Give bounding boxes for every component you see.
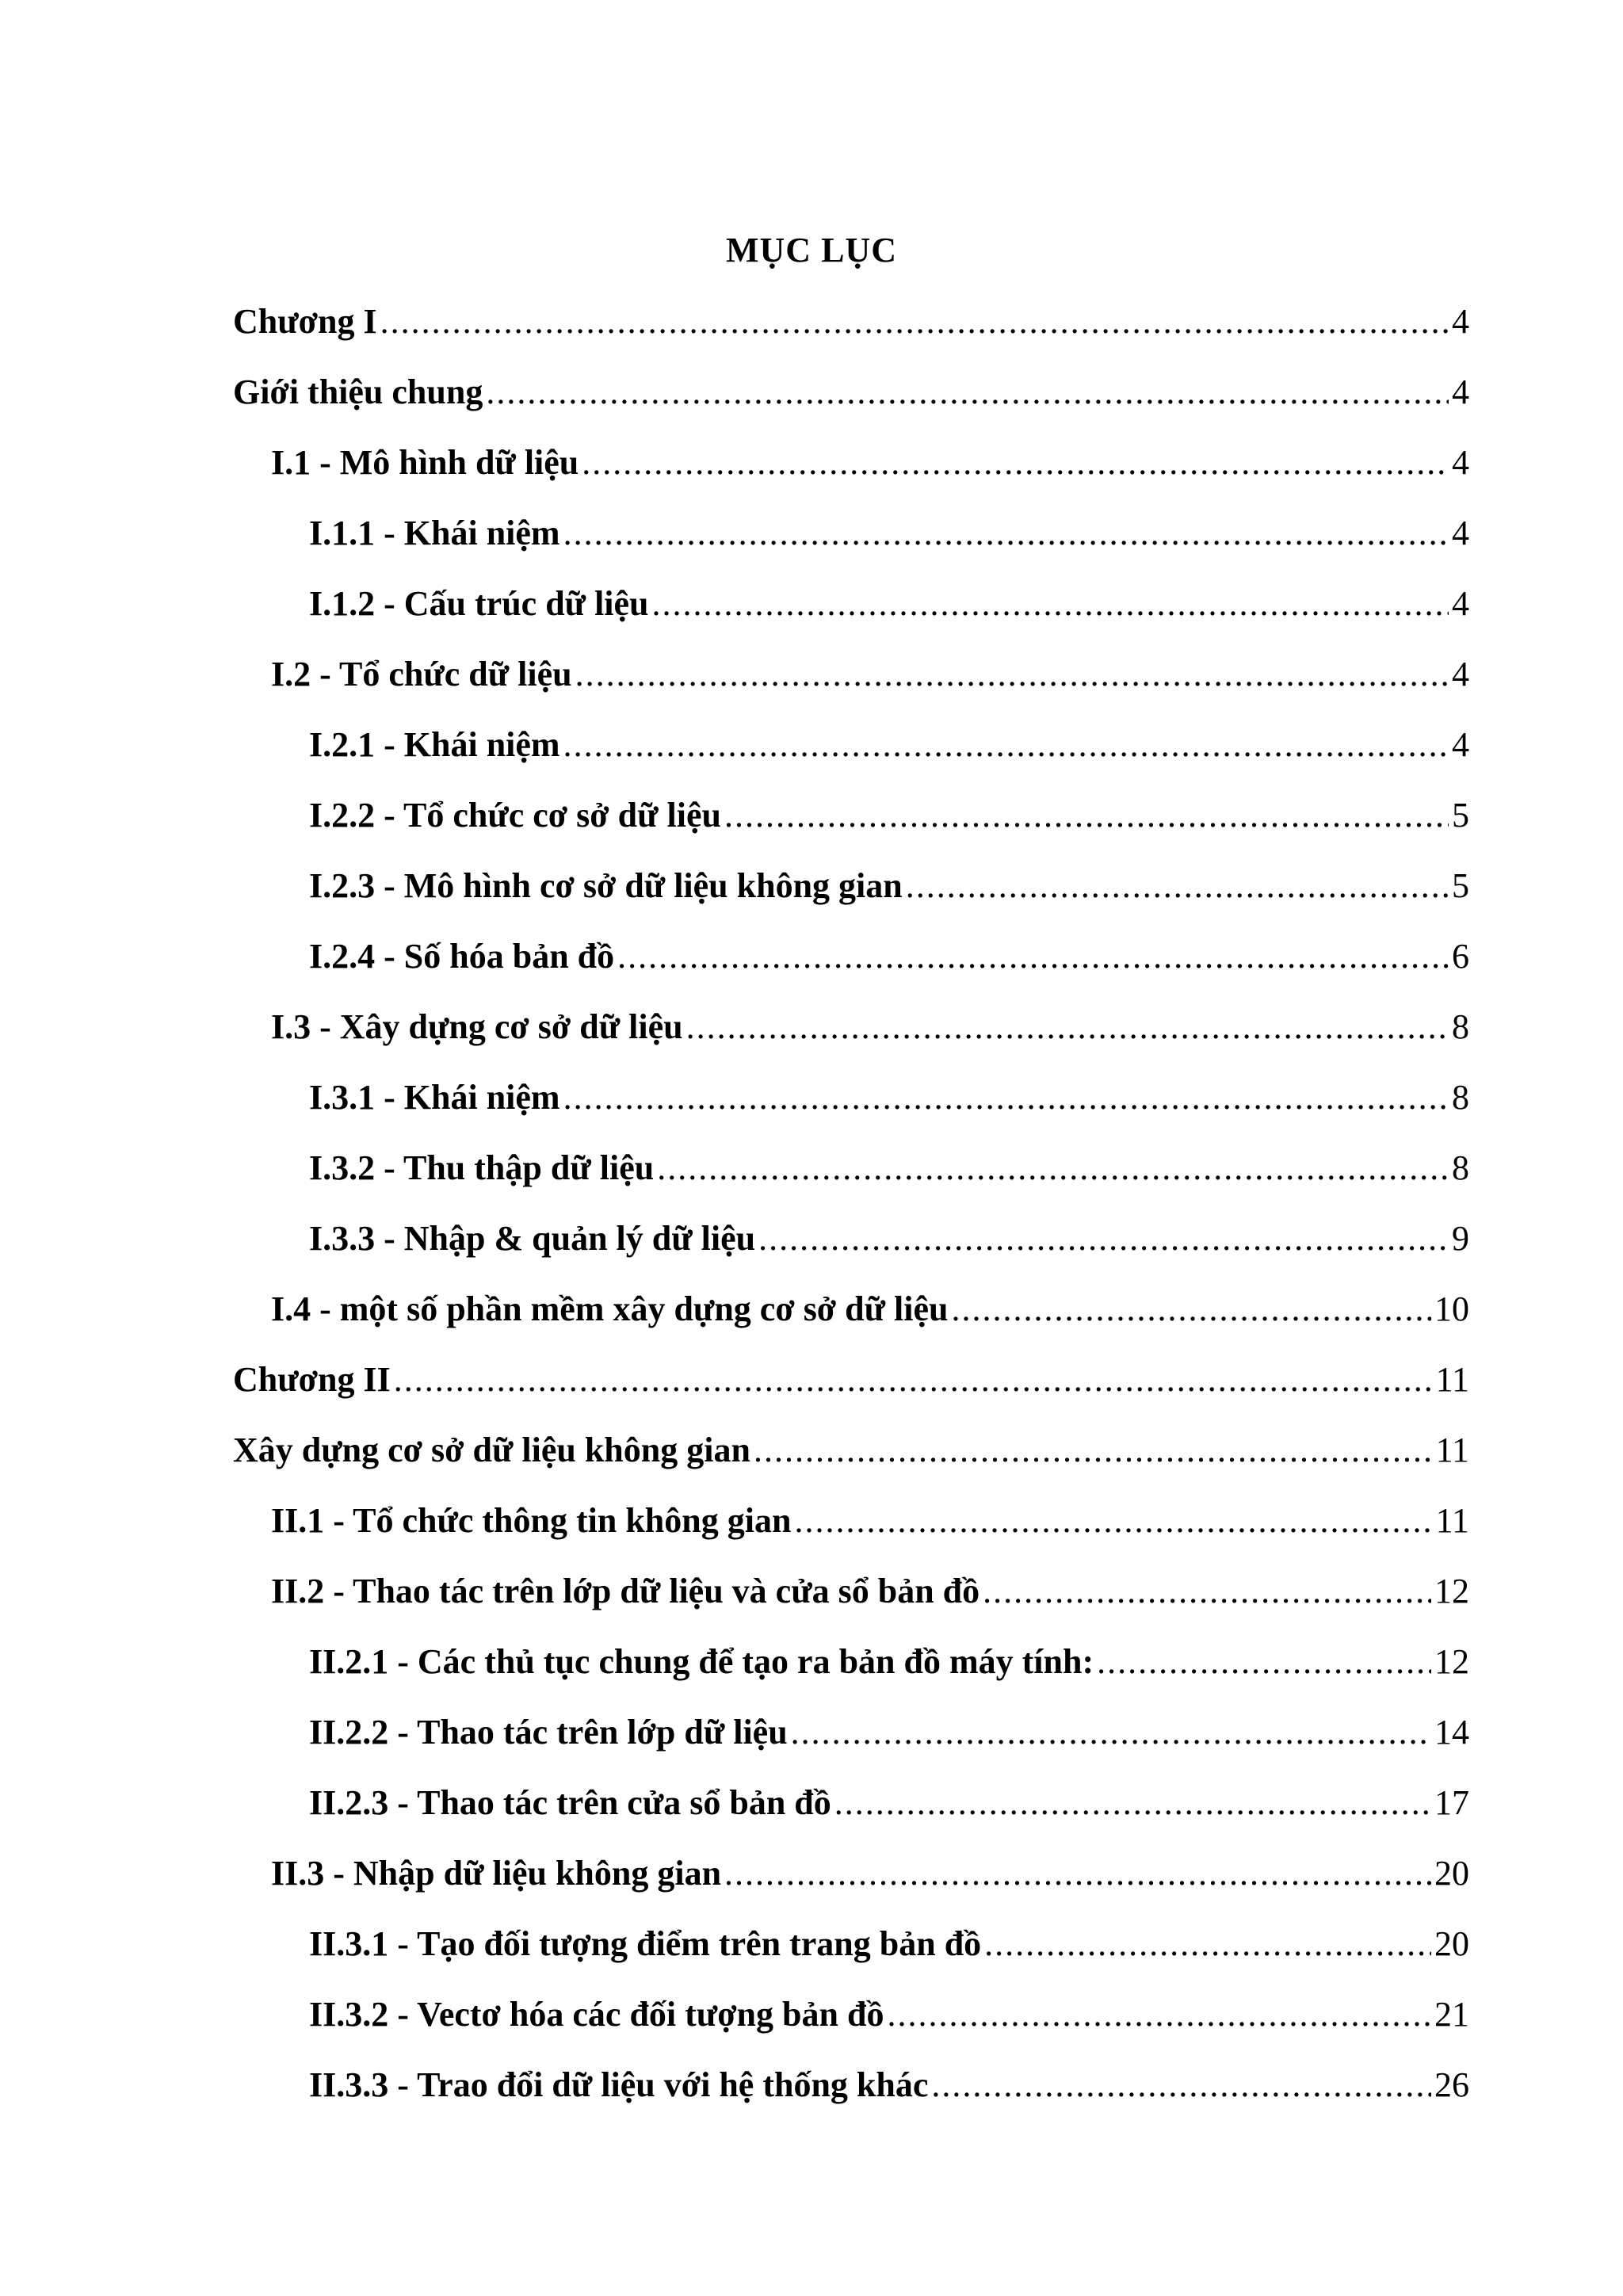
toc-entry-label: I.2 - Tổ chức dữ liệu	[271, 655, 572, 693]
toc-entry-label: I.3.1 - Khái niệm	[309, 1078, 560, 1117]
toc-dot-leader	[394, 1354, 1433, 1405]
toc-entry-label: I.2.4 - Số hóa bản đồ	[309, 937, 615, 976]
toc-dot-leader	[563, 508, 1449, 559]
toc-entry-page-number: 21	[1434, 1995, 1469, 2034]
toc-entry-page-number: 10	[1434, 1289, 1469, 1328]
toc-entry[interactable]	[233, 649, 1469, 720]
toc-entry[interactable]	[233, 1284, 1469, 1354]
toc-entry[interactable]	[233, 1072, 1469, 1143]
toc-entry-label: Chương I	[233, 302, 377, 341]
toc-entry-page-number: 4	[1452, 584, 1469, 623]
toc-entry-label: Xây dựng cơ sở dữ liệu không gian	[233, 1431, 750, 1469]
toc-dot-leader	[794, 1496, 1432, 1546]
table-of-contents	[233, 296, 1469, 2130]
toc-entry-page-number: 4	[1452, 372, 1469, 411]
toc-dot-leader	[984, 1919, 1431, 1969]
toc-entry-page-number: 9	[1452, 1219, 1469, 1258]
toc-entry[interactable]	[233, 1496, 1469, 1566]
toc-entry-page-number: 4	[1452, 725, 1469, 764]
toc-entry-page-number: 12	[1434, 1572, 1469, 1610]
toc-entry[interactable]	[233, 508, 1469, 579]
toc-dot-leader	[983, 1566, 1431, 1617]
toc-dot-leader	[1097, 1637, 1431, 1687]
toc-entry[interactable]	[233, 1566, 1469, 1637]
toc-dot-leader	[834, 1778, 1431, 1828]
toc-entry-page-number: 26	[1434, 2065, 1469, 2104]
toc-entry-label: II.2.3 - Thao tác trên cửa sổ bản đồ	[309, 1783, 831, 1822]
toc-dot-leader	[906, 861, 1449, 911]
toc-entry[interactable]	[233, 1848, 1469, 1919]
toc-entry[interactable]	[233, 2060, 1469, 2130]
toc-entry[interactable]	[233, 1143, 1469, 1213]
toc-dot-leader	[657, 1143, 1449, 1194]
toc-entry-page-number: 20	[1434, 1924, 1469, 1963]
toc-dot-leader	[575, 649, 1449, 700]
toc-entry-label: II.1 - Tổ chức thông tin không gian	[271, 1501, 792, 1540]
toc-dot-leader	[931, 2060, 1431, 2111]
toc-dot-leader	[563, 720, 1449, 770]
toc-entry-label: II.2 - Thao tác trên lớp dữ liệu và cửa sổ bản đồ	[271, 1572, 980, 1610]
toc-entry-label: I.1.2 - Cấu trúc dữ liệu	[309, 584, 649, 623]
toc-entry-page-number: 4	[1452, 514, 1469, 552]
toc-entry-label: II.3.1 - Tạo đối tượng điểm trên trang bản đồ	[309, 1924, 982, 1963]
toc-entry-label: I.3.3 - Nhập & quản lý dữ liệu	[309, 1219, 756, 1258]
toc-entry-page-number: 8	[1452, 1078, 1469, 1117]
toc-entry[interactable]	[233, 579, 1469, 649]
toc-entry-label: Chương II	[233, 1360, 391, 1399]
toc-entry[interactable]	[233, 367, 1469, 437]
toc-entry-page-number: 8	[1452, 1007, 1469, 1046]
toc-entry[interactable]	[233, 1707, 1469, 1778]
toc-entry-label: II.3 - Nhập dữ liệu không gian	[271, 1854, 722, 1893]
toc-entry-page-number: 8	[1452, 1148, 1469, 1187]
toc-entry[interactable]	[233, 1354, 1469, 1425]
toc-entry-label: II.3.3 - Trao đổi dữ liệu với hệ thống khác	[309, 2065, 929, 2104]
toc-entry[interactable]	[233, 1919, 1469, 1989]
toc-entry-page-number: 11	[1435, 1431, 1469, 1469]
toc-entry-page-number: 11	[1435, 1360, 1469, 1399]
toc-entry-label: I.3.2 - Thu thập dữ liệu	[309, 1148, 655, 1187]
toc-dot-leader	[758, 1213, 1449, 1264]
toc-entry-label: I.1.1 - Khái niệm	[309, 514, 560, 552]
toc-dot-leader	[887, 1989, 1431, 2040]
toc-entry[interactable]	[233, 931, 1469, 1002]
toc-dot-leader	[754, 1425, 1433, 1476]
toc-dot-leader	[380, 296, 1449, 347]
toc-entry-label: I.2.3 - Mô hình cơ sở dữ liệu không gian	[309, 866, 903, 905]
toc-entry-page-number: 4	[1452, 443, 1469, 482]
toc-entry[interactable]	[233, 1778, 1469, 1848]
toc-entry-page-number: 4	[1452, 655, 1469, 693]
toc-entry[interactable]	[233, 437, 1469, 508]
toc-entry-page-number: 11	[1435, 1501, 1469, 1540]
toc-dot-leader	[791, 1707, 1431, 1758]
toc-entry[interactable]	[233, 296, 1469, 367]
toc-dot-leader	[617, 931, 1449, 982]
toc-entry-page-number: 5	[1452, 796, 1469, 835]
toc-dot-leader	[582, 437, 1449, 488]
toc-entry[interactable]	[233, 1637, 1469, 1707]
toc-entry-page-number: 20	[1434, 1854, 1469, 1893]
toc-entry[interactable]	[233, 861, 1469, 931]
toc-entry-label: Giới thiệu chung	[233, 372, 483, 411]
toc-entry-page-number: 14	[1434, 1713, 1469, 1752]
toc-dot-leader	[686, 1002, 1449, 1052]
toc-entry-label: II.2.1 - Các thủ tục chung để tạo ra bản đồ máy tính:	[309, 1642, 1094, 1681]
toc-entry[interactable]	[233, 1425, 1469, 1496]
toc-entry-label: II.3.2 - Vectơ hóa các đối tượng bản đồ	[309, 1995, 884, 2034]
toc-entry-page-number: 5	[1452, 866, 1469, 905]
toc-entry-page-number: 17	[1434, 1783, 1469, 1822]
toc-entry-label: II.2.2 - Thao tác trên lớp dữ liệu	[309, 1713, 788, 1752]
toc-entry[interactable]	[233, 790, 1469, 861]
toc-dot-leader	[724, 1848, 1431, 1899]
toc-entry[interactable]	[233, 1989, 1469, 2060]
toc-dot-leader	[724, 790, 1449, 841]
toc-entry[interactable]	[233, 1002, 1469, 1072]
toc-entry-page-number: 12	[1434, 1642, 1469, 1681]
toc-dot-leader	[952, 1284, 1432, 1335]
toc-entry[interactable]	[233, 1213, 1469, 1284]
toc-entry-page-number: 4	[1452, 302, 1469, 341]
toc-dot-leader	[563, 1072, 1449, 1123]
toc-entry[interactable]	[233, 720, 1469, 790]
toc-dot-leader	[486, 367, 1449, 418]
toc-entry-page-number: 6	[1452, 937, 1469, 976]
toc-entry-label: I.2.2 - Tổ chức cơ sở dữ liệu	[309, 796, 721, 835]
toc-entry-label: I.1 - Mô hình dữ liệu	[271, 443, 579, 482]
toc-dot-leader	[652, 579, 1449, 629]
toc-title: MỤC LỤC	[726, 231, 897, 269]
toc-entry-label: I.3 - Xây dựng cơ sở dữ liệu	[271, 1007, 683, 1046]
toc-entry-label: I.4 - một số phần mềm xây dựng cơ sở dữ liệu	[271, 1289, 949, 1328]
toc-entry-label: I.2.1 - Khái niệm	[309, 725, 560, 764]
